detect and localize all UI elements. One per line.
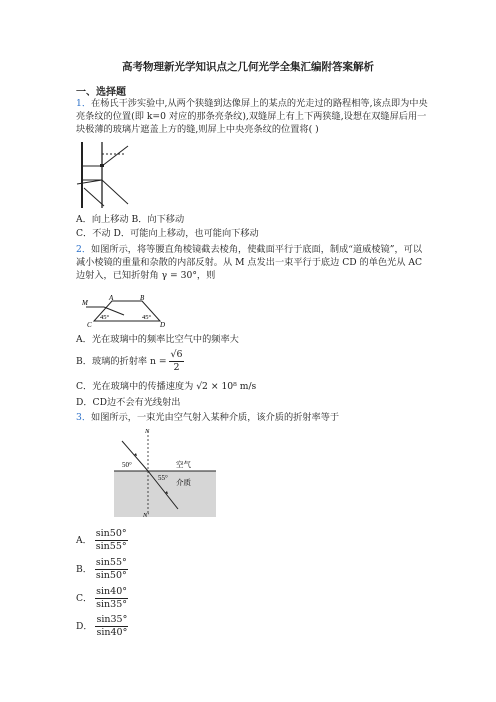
question-1 [76,97,428,136]
option-label: C． [76,593,93,604]
option-prefix: B．玻璃的折射率 n = [76,356,167,367]
option-label: D． [76,621,93,632]
fraction-numerator: sin55° [95,557,127,568]
q2-option-b [76,349,184,374]
option-label: A． [76,535,92,546]
question-number: 2． [76,244,92,255]
label-c: C [87,321,92,329]
fraction-denominator: sin35° [96,599,128,610]
label-air: 空气 [176,460,191,469]
q2-option-c [76,380,256,393]
label-n: N [145,428,150,435]
question-number: 1． [76,98,92,109]
page-title: 高考物理新光学知识点之几何光学全集汇编附答案解析 [122,61,374,73]
question-2 [76,243,428,282]
fraction-denominator: sin50° [95,570,127,581]
option-prefix: C．光在玻璃中的传播速度为 [76,381,194,392]
fraction-numerator: sin40° [96,586,128,597]
label-angle-incident: 50° [122,461,132,469]
fraction [95,557,128,582]
question-text: 如图所示，将等腰直角棱镜截去棱角，使截面平行于底面，制成“道威棱镜”，可以减小棱镜的重量和杂散的内部反射。从 M 点发出一束平行于底边 CD 的单色光从 AC 边射入，已知折射角 γ = 30°，则 [76,244,423,281]
double-slit-figure [74,140,144,210]
label-d: D [160,321,166,329]
q2-option-a: A．光在玻璃中的频率比空气中的频率大 [76,334,239,345]
option-label: B． [76,564,92,575]
q3-option-b [76,557,128,582]
dove-prism-figure [82,293,172,329]
label-angle-left: 45° [100,314,110,321]
q3-option-c [76,586,128,611]
refraction-figure [114,427,216,519]
label-a: A [109,294,114,302]
q1-options-ab: A．向上移动 B．向下移动 [76,214,185,225]
label-medium: 介质 [176,478,191,487]
fraction-denominator: sin55° [95,541,127,552]
question-text: 在杨氏干涉实验中,从两个狭缝到达像屏上的某点的光走过的路程相等,该点即为中央亮条纹的位置(即 k=0 对应的那条亮条纹),双缝屏上有上下两狭缝,设想在双缝屏后用一块极薄的玻璃片遮盖上方的缝,则屏上中央亮条纹的位置将( ) [76,98,428,135]
label-angle-refracted: 55° [158,474,168,482]
fraction-denominator: 2 [173,362,180,373]
label-b: B [140,294,145,302]
label-m: M [82,299,88,307]
question-text: 如图所示，一束光由空气射入某种介质，该介质的折射率等于 [91,412,340,423]
fraction [95,586,128,611]
fraction-denominator: sin40° [96,627,128,638]
q1-options-cd: C．不动 D．可能向上移动，也可能向下移动 [76,228,259,239]
option-value: √2 × 10⁸ m/s [196,381,257,392]
fraction-numerator: sin35° [96,614,128,625]
section-heading: 一、选择题 [76,87,126,98]
q2-option-d: D．CD边不会有光线射出 [76,397,181,408]
fraction [95,614,128,639]
label-n-prime: N′ [143,512,149,519]
q3-option-a [76,528,128,553]
label-angle-right: 45° [142,314,152,321]
fraction [95,528,128,553]
q3-option-d [76,614,128,639]
fraction-numerator: √6 [170,349,183,360]
fraction [169,349,183,374]
question-number: 3． [76,412,92,423]
question-3 [76,411,428,424]
fraction-numerator: sin50° [95,528,127,539]
